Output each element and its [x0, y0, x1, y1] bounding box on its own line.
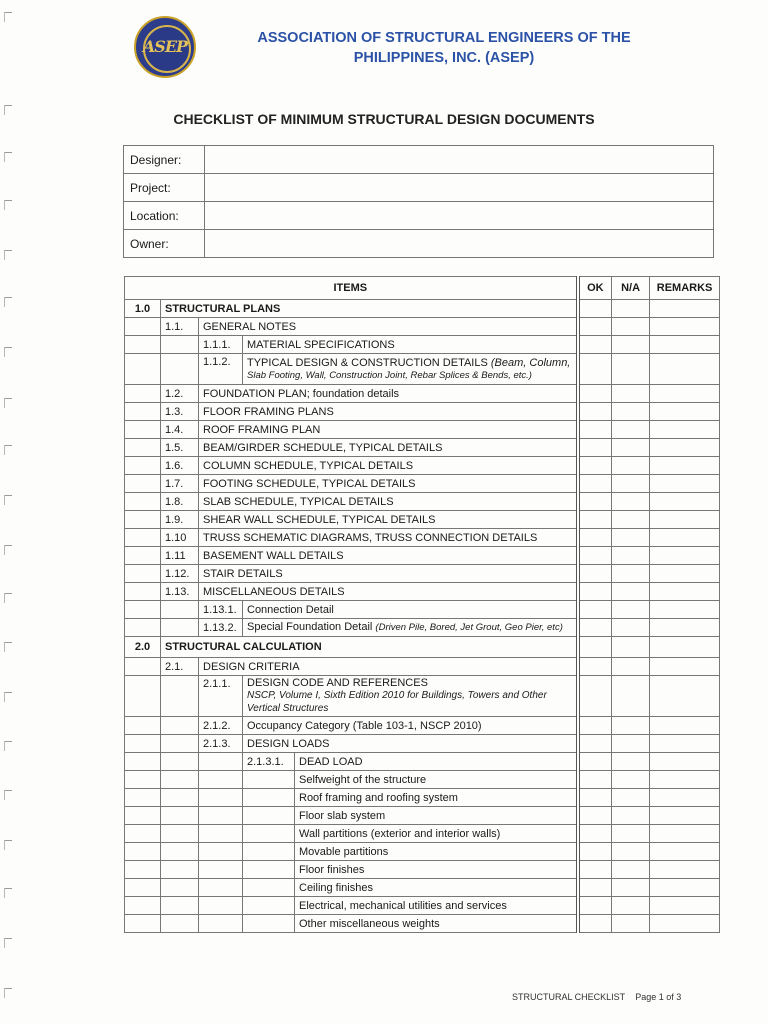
item-number: 2.1.2.: [199, 717, 243, 735]
remarks-cell[interactable]: [650, 336, 720, 354]
items-header: ITEMS: [125, 277, 578, 300]
na-cell[interactable]: [612, 658, 650, 676]
remarks-cell[interactable]: [650, 403, 720, 421]
na-cell[interactable]: [612, 879, 650, 897]
na-cell[interactable]: [612, 637, 650, 658]
ok-cell[interactable]: [578, 336, 612, 354]
location-label: Location:: [124, 202, 205, 230]
project-info-table: [123, 145, 714, 258]
na-cell[interactable]: [612, 421, 650, 439]
item-text-main: Special Foundation Detail: [247, 621, 373, 633]
remarks-cell[interactable]: [650, 879, 720, 897]
na-cell[interactable]: [612, 403, 650, 421]
table-row: [125, 457, 720, 475]
table-row: [125, 717, 720, 735]
remarks-cell[interactable]: [650, 753, 720, 771]
item-text: Floor slab system: [295, 807, 578, 825]
item-text: FOUNDATION PLAN; foundation details: [199, 385, 578, 403]
remarks-header: REMARKS: [650, 277, 720, 300]
table-row: [125, 354, 720, 385]
table-row: [125, 336, 720, 354]
ok-cell[interactable]: [578, 879, 612, 897]
na-header: N/A: [612, 277, 650, 300]
item-number: 1.6.: [161, 457, 199, 475]
remarks-cell[interactable]: [650, 807, 720, 825]
ok-cell[interactable]: [578, 807, 612, 825]
ok-header: OK: [578, 277, 612, 300]
na-cell[interactable]: [612, 475, 650, 493]
ok-cell[interactable]: [578, 825, 612, 843]
item-text: [243, 676, 578, 717]
remarks-cell[interactable]: [650, 897, 720, 915]
table-row: [125, 807, 720, 825]
na-cell[interactable]: [612, 318, 650, 336]
table-row: [125, 385, 720, 403]
table-row: [125, 658, 720, 676]
table-row: [125, 300, 720, 318]
na-cell[interactable]: [612, 601, 650, 619]
item-number: 1.4.: [161, 421, 199, 439]
item-text: Occupancy Category (Table 103-1, NSCP 2010): [243, 717, 578, 735]
item-text: FOOTING SCHEDULE, TYPICAL DETAILS: [199, 475, 578, 493]
table-row: [125, 421, 720, 439]
na-cell[interactable]: [612, 547, 650, 565]
remarks-cell[interactable]: [650, 717, 720, 735]
na-cell[interactable]: [612, 336, 650, 354]
item-number: 2.1.3.1.: [243, 753, 295, 771]
item-text: SHEAR WALL SCHEDULE, TYPICAL DETAILS: [199, 511, 578, 529]
ok-cell[interactable]: [578, 637, 612, 658]
remarks-cell[interactable]: [650, 493, 720, 511]
table-row: [125, 547, 720, 565]
table-row: [125, 676, 720, 717]
ok-cell[interactable]: [578, 619, 612, 637]
item-number: 1.3.: [161, 403, 199, 421]
remarks-cell[interactable]: [650, 658, 720, 676]
na-cell[interactable]: [612, 300, 650, 318]
ok-cell[interactable]: [578, 897, 612, 915]
remarks-cell[interactable]: [650, 637, 720, 658]
item-text: Roof framing and roofing system: [295, 789, 578, 807]
ok-cell[interactable]: [578, 354, 612, 385]
ok-cell[interactable]: [578, 583, 612, 601]
ok-cell[interactable]: [578, 457, 612, 475]
owner-field[interactable]: [205, 230, 714, 258]
remarks-cell[interactable]: [650, 547, 720, 565]
item-text: Selfweight of the structure: [295, 771, 578, 789]
item-number: 1.0: [125, 300, 161, 318]
item-number: 1.8.: [161, 493, 199, 511]
item-text: FLOOR FRAMING PLANS: [199, 403, 578, 421]
info-row-owner: [124, 230, 714, 258]
na-cell[interactable]: [612, 789, 650, 807]
page-footer: [512, 992, 681, 1002]
item-text: Other miscellaneous weights: [295, 915, 578, 933]
remarks-cell[interactable]: [650, 439, 720, 457]
ok-cell[interactable]: [578, 658, 612, 676]
item-number: 1.13.: [161, 583, 199, 601]
item-text: [243, 354, 578, 385]
table-row: [125, 637, 720, 658]
ok-cell[interactable]: [578, 421, 612, 439]
table-row: [125, 915, 720, 933]
table-row: [125, 843, 720, 861]
table-row: [125, 897, 720, 915]
item-number: 1.13.2.: [199, 619, 243, 637]
item-text: Electrical, mechanical utilities and services: [295, 897, 578, 915]
na-cell[interactable]: [612, 354, 650, 385]
item-number: 1.5.: [161, 439, 199, 457]
na-cell[interactable]: [612, 439, 650, 457]
remarks-cell[interactable]: [650, 421, 720, 439]
remarks-cell[interactable]: [650, 475, 720, 493]
item-text: GENERAL NOTES: [199, 318, 578, 336]
item-text: Wall partitions (exterior and interior walls): [295, 825, 578, 843]
owner-label: Owner:: [124, 230, 205, 258]
remarks-cell[interactable]: [650, 529, 720, 547]
item-text: STRUCTURAL PLANS: [161, 300, 578, 318]
item-text: BEAM/GIRDER SCHEDULE, TYPICAL DETAILS: [199, 439, 578, 457]
item-number: 1.1.: [161, 318, 199, 336]
table-row: [125, 318, 720, 336]
remarks-cell[interactable]: [650, 583, 720, 601]
asep-logo: [134, 16, 196, 78]
item-number: 1.1.1.: [199, 336, 243, 354]
item-text: DEAD LOAD: [295, 753, 578, 771]
na-cell[interactable]: [612, 843, 650, 861]
table-row: [125, 879, 720, 897]
item-text: DESIGN LOADS: [243, 735, 578, 753]
table-row: [125, 825, 720, 843]
document-title: CHECKLIST OF MINIMUM STRUCTURAL DESIGN DOCUMENTS: [173, 111, 595, 127]
na-cell[interactable]: [612, 583, 650, 601]
designer-field[interactable]: [205, 146, 714, 174]
remarks-cell[interactable]: [650, 565, 720, 583]
info-row-project: [124, 174, 714, 202]
org-line-2: PHILIPPINES, INC. (ASEP): [353, 50, 535, 66]
na-cell[interactable]: [612, 511, 650, 529]
header-row: [125, 277, 720, 300]
na-cell[interactable]: [612, 565, 650, 583]
ok-cell[interactable]: [578, 843, 612, 861]
item-text: Floor finishes: [295, 861, 578, 879]
table-row: [125, 475, 720, 493]
ok-cell[interactable]: [578, 439, 612, 457]
table-row: [125, 583, 720, 601]
ok-cell[interactable]: [578, 547, 612, 565]
item-text-line2: Slab Footing, Wall, Construction Joint, Rebar Splices & Bends, etc.): [247, 369, 532, 381]
table-row: [125, 753, 720, 771]
checklist-table: [124, 276, 720, 933]
na-cell[interactable]: [612, 807, 650, 825]
ok-cell[interactable]: [578, 735, 612, 753]
ok-cell[interactable]: [578, 771, 612, 789]
item-number: 1.7.: [161, 475, 199, 493]
remarks-cell[interactable]: [650, 619, 720, 637]
page-number: Page 1 of 3: [635, 992, 682, 1002]
item-text-line3: Vertical Structures: [247, 703, 329, 714]
table-row: [125, 439, 720, 457]
item-text-main: DESIGN CODE AND REFERENCES: [247, 677, 428, 689]
remarks-cell[interactable]: [650, 385, 720, 403]
na-cell[interactable]: [612, 676, 650, 717]
item-text: TRUSS SCHEMATIC DIAGRAMS, TRUSS CONNECTION DETAILS: [199, 529, 578, 547]
info-row-location: [124, 202, 714, 230]
location-field[interactable]: [205, 202, 714, 230]
na-cell[interactable]: [612, 753, 650, 771]
na-cell[interactable]: [612, 457, 650, 475]
item-number: 1.1.2.: [199, 354, 243, 385]
remarks-cell[interactable]: [650, 318, 720, 336]
ok-cell[interactable]: [578, 511, 612, 529]
ok-cell[interactable]: [578, 300, 612, 318]
ok-cell[interactable]: [578, 403, 612, 421]
item-text: STAIR DETAILS: [199, 565, 578, 583]
item-number: 2.1.3.: [199, 735, 243, 753]
na-cell[interactable]: [612, 735, 650, 753]
item-text-note: (Driven Pile, Bored, Jet Grout, Geo Pier, etc): [375, 622, 563, 633]
item-text: Movable partitions: [295, 843, 578, 861]
remarks-cell[interactable]: [650, 771, 720, 789]
na-cell[interactable]: [612, 529, 650, 547]
table-row: [125, 789, 720, 807]
item-text-note: (Beam, Column,: [490, 356, 571, 369]
item-number: 1.11: [161, 547, 199, 565]
table-row: [125, 403, 720, 421]
item-number: 1.10: [161, 529, 199, 547]
remarks-cell[interactable]: [650, 354, 720, 385]
item-number: 1.13.1.: [199, 601, 243, 619]
na-cell[interactable]: [612, 861, 650, 879]
item-text-main: TYPICAL DESIGN & CONSTRUCTION DETAILS: [247, 356, 488, 369]
item-number: 2.1.: [161, 658, 199, 676]
item-number: 2.1.1.: [199, 676, 243, 717]
remarks-cell[interactable]: [650, 676, 720, 717]
ok-cell[interactable]: [578, 915, 612, 933]
item-text: ROOF FRAMING PLAN: [199, 421, 578, 439]
item-number: 2.0: [125, 637, 161, 658]
remarks-cell[interactable]: [650, 825, 720, 843]
remarks-cell[interactable]: [650, 300, 720, 318]
project-field[interactable]: [205, 174, 714, 202]
table-row: [125, 511, 720, 529]
ok-cell[interactable]: [578, 717, 612, 735]
ok-cell[interactable]: [578, 493, 612, 511]
item-text: Connection Detail: [243, 601, 578, 619]
remarks-cell[interactable]: [650, 511, 720, 529]
item-number: 1.12.: [161, 565, 199, 583]
na-cell[interactable]: [612, 825, 650, 843]
table-row: [125, 735, 720, 753]
item-text: MATERIAL SPECIFICATIONS: [243, 336, 578, 354]
table-row: [125, 529, 720, 547]
item-text: STRUCTURAL CALCULATION: [161, 637, 578, 658]
ok-cell[interactable]: [578, 676, 612, 717]
remarks-cell[interactable]: [650, 601, 720, 619]
remarks-cell[interactable]: [650, 861, 720, 879]
item-text: DESIGN CRITERIA: [199, 658, 578, 676]
table-row: [125, 861, 720, 879]
remarks-cell[interactable]: [650, 735, 720, 753]
remarks-cell[interactable]: [650, 457, 720, 475]
remarks-cell[interactable]: [650, 915, 720, 933]
ok-cell[interactable]: [578, 318, 612, 336]
item-text: BASEMENT WALL DETAILS: [199, 547, 578, 565]
na-cell[interactable]: [612, 771, 650, 789]
na-cell[interactable]: [612, 897, 650, 915]
info-row-designer: [124, 146, 714, 174]
ok-cell[interactable]: [578, 565, 612, 583]
designer-label: Designer:: [124, 146, 205, 174]
ok-cell[interactable]: [578, 475, 612, 493]
table-row: [125, 493, 720, 511]
project-label: Project:: [124, 174, 205, 202]
footer-label: STRUCTURAL CHECKLIST: [512, 992, 626, 1002]
na-cell[interactable]: [612, 619, 650, 637]
table-row: [125, 565, 720, 583]
table-row: [125, 619, 720, 637]
ok-cell[interactable]: [578, 529, 612, 547]
ok-cell[interactable]: [578, 789, 612, 807]
remarks-cell[interactable]: [650, 789, 720, 807]
org-line-1: ASSOCIATION OF STRUCTURAL ENGINEERS OF THE: [257, 30, 631, 46]
remarks-cell[interactable]: [650, 843, 720, 861]
na-cell[interactable]: [612, 717, 650, 735]
ok-cell[interactable]: [578, 753, 612, 771]
item-text-line2: NSCP, Volume I, Sixth Edition 2010 for Buildings, Towers and Other: [247, 690, 547, 701]
ok-cell[interactable]: [578, 861, 612, 879]
item-text: MISCELLANEOUS DETAILS: [199, 583, 578, 601]
item-text: [243, 619, 578, 637]
item-text: Ceiling finishes: [295, 879, 578, 897]
item-number: 1.9.: [161, 511, 199, 529]
na-cell[interactable]: [612, 385, 650, 403]
item-text: SLAB SCHEDULE, TYPICAL DETAILS: [199, 493, 578, 511]
na-cell[interactable]: [612, 915, 650, 933]
organization-name: [200, 28, 688, 68]
ok-cell[interactable]: [578, 601, 612, 619]
table-row: [125, 771, 720, 789]
na-cell[interactable]: [612, 493, 650, 511]
table-row: [125, 601, 720, 619]
item-text: COLUMN SCHEDULE, TYPICAL DETAILS: [199, 457, 578, 475]
logo-monogram: ASEP: [142, 37, 188, 56]
ok-cell[interactable]: [578, 385, 612, 403]
item-number: 1.2.: [161, 385, 199, 403]
